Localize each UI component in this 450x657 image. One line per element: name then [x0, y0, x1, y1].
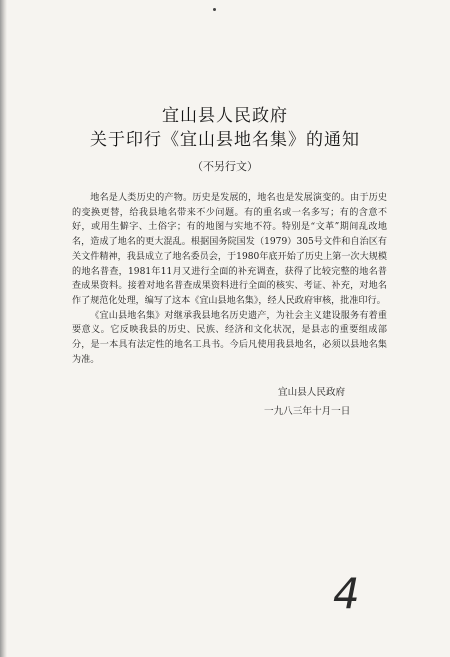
notice-body	[72, 191, 387, 367]
issuer-title: 宜山县人民政府	[162, 106, 288, 126]
notice-title: 关于印行《宜山县地名集》的通知	[90, 130, 360, 150]
notice-header	[0, 104, 450, 174]
signature-date: 一九八三年十月一日	[264, 406, 351, 417]
scan-mark	[213, 8, 216, 11]
body-paragraph-1: 地名是人类历史的产物。历史是发展的，地名也是发展演变的。由于历史的变换更替，给我县地名带来不少问题。有的重名或一名多写；有的含意不好，或用生僻字、土俗字；有的地图与实地不符。特别是“文革”期间乱改地名，造成了地名的更大混乱。根据国务院国发（1979）305号文件和自治区有关文件精神，我县成立了地名委员会，于1980年底开始了历史上第一次大规模的地名普查，1981年11月又进行全面的补充调查，获得了比较完整的地名普查成果资料。接着对地名普查成果资料进行全面的核实、考证、补充，对地名作了规范化处理，编写了这本《宜山县地名集》，经人民政府审核，批准印行。	[72, 193, 387, 306]
binding-shadow	[0, 0, 7, 657]
handwritten-page-number: 4	[333, 569, 360, 618]
signature-block	[264, 383, 350, 421]
notice-subtitle: （不另行文）	[192, 160, 258, 173]
body-paragraph-2: 《宜山县地名集》对继承我县地名历史遗产，为社会主义建设服务有着重要意义。它反映我县的历史、民族、经济和文化状况，是县志的重要组成部分，是一本具有法定性的地名工具书。今后凡使用我县地名，必须以县地名集为准。	[72, 310, 387, 365]
signature-organization: 宜山县人民政府	[278, 387, 346, 398]
